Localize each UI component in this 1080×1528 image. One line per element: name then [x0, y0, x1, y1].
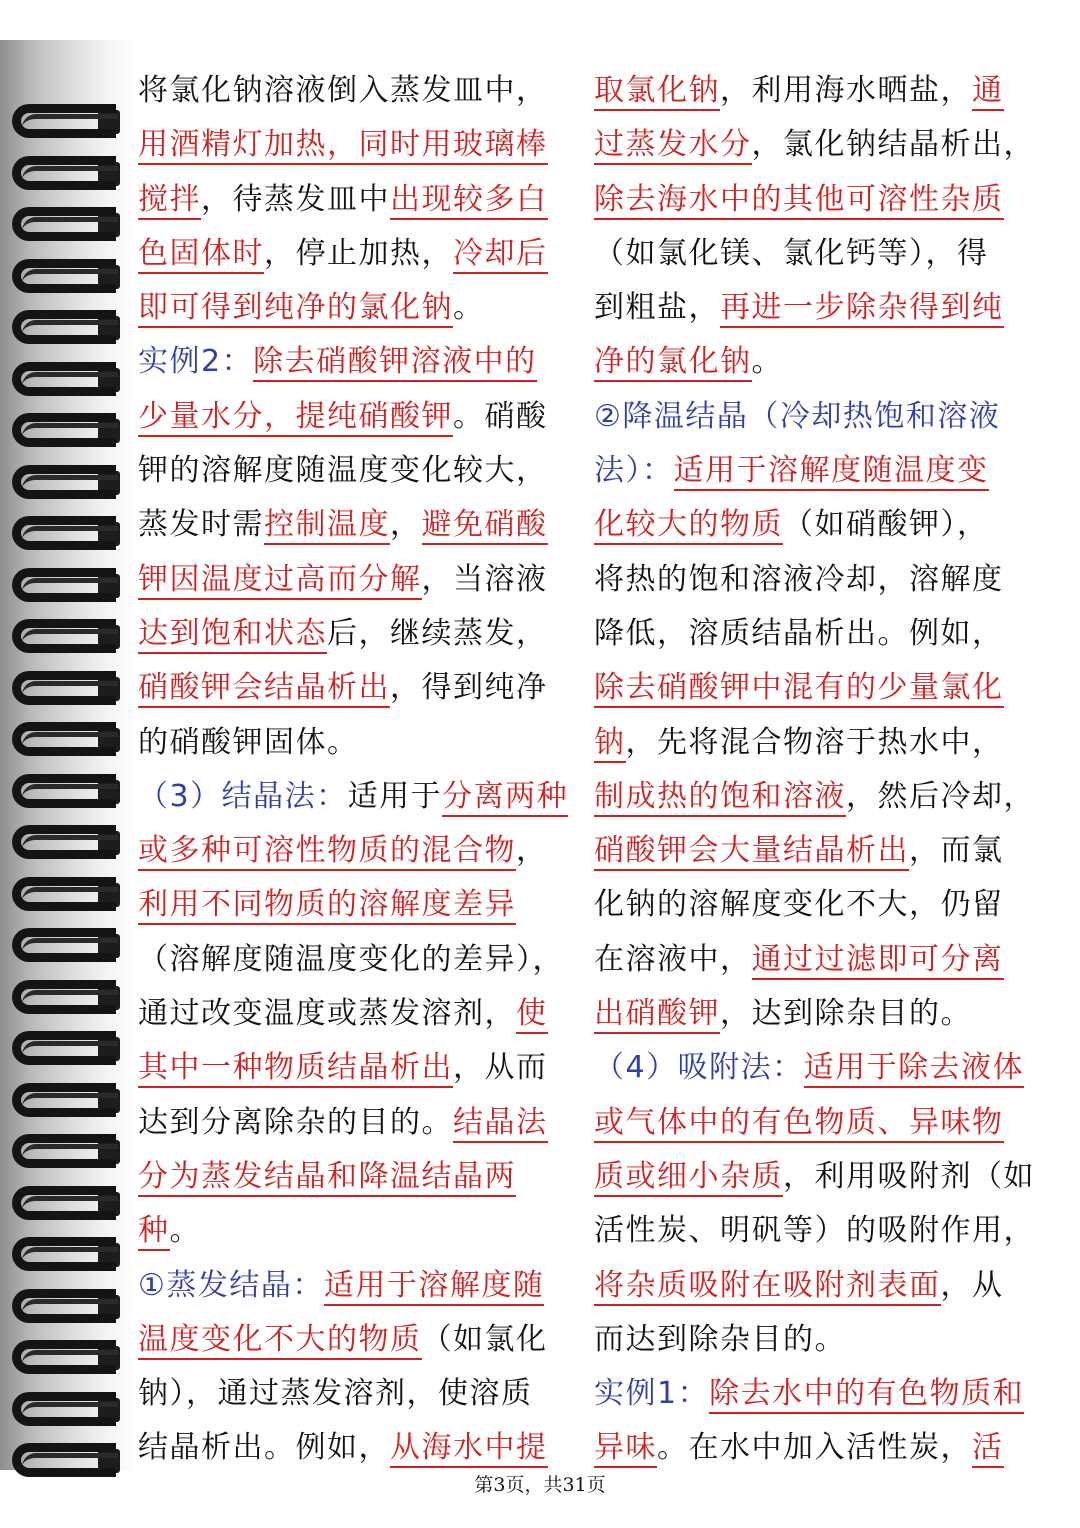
emphasis-text: 利用不同物质的溶解度差异 [138, 887, 516, 925]
left-column-line [138, 933, 578, 987]
binding-ring [12, 667, 132, 711]
emphasis-text: 化较大的物质 [594, 507, 783, 545]
body-text: 适用于 [347, 778, 443, 814]
emphasis-text: 控制温度 [264, 507, 390, 545]
binding-ring [12, 1027, 132, 1071]
right-column-line [594, 716, 1034, 770]
body-text: 。硝酸 [453, 398, 548, 434]
section-heading: （4）吸附法： [594, 1050, 804, 1086]
body-text: ，氯化钠结晶析出， [751, 127, 1035, 163]
binding-ring [12, 615, 132, 659]
body-text: ，利用海水晒盐， [720, 73, 972, 108]
emphasis-text: 分离两种 [442, 779, 568, 817]
left-column-line [138, 444, 578, 498]
body-text: （如氯化镁、氯化钙等），得 [594, 235, 989, 271]
body-text: （如硝酸钾）， [783, 507, 989, 543]
left-column-line [138, 1204, 578, 1258]
binding-ring [12, 1336, 132, 1380]
body-text: 将氯化钠溶液倒入蒸发皿中， [138, 73, 548, 108]
emphasis-text: 从海水中提 [390, 1430, 548, 1468]
body-text: ，而氯 [909, 833, 1004, 869]
body-text: 降低，溶质结晶析出。例如， [594, 615, 1004, 651]
right-column-line [594, 987, 1034, 1041]
binding-ring [12, 255, 132, 299]
body-text: 化钠的溶解度变化不大，仍留 [594, 887, 1004, 923]
emphasis-text: 通 [972, 73, 1004, 111]
section-heading: ②降温结晶（冷却热饱和溶液 [594, 398, 1001, 434]
right-column-line [594, 1150, 1034, 1204]
emphasis-text: 色固体时 [138, 236, 264, 274]
body-text: （如氯化 [421, 1321, 548, 1357]
right-column-line [594, 173, 1034, 227]
body-text: 在溶液中， [594, 941, 752, 977]
emphasis-text: 适用于除去液体 [804, 1050, 1025, 1088]
right-column-line [594, 878, 1034, 932]
right-column-line [594, 1041, 1034, 1095]
binding-ring [12, 100, 132, 144]
binding-ring [12, 873, 132, 917]
binding-ring [12, 976, 132, 1020]
body-text: 蒸发时需 [138, 507, 264, 543]
binding-ring [12, 1130, 132, 1174]
left-column-line [138, 1041, 578, 1095]
left-column-line [138, 118, 578, 172]
right-column-line [594, 933, 1034, 987]
body-text: 到粗盐， [594, 290, 720, 326]
right-column-line [594, 1096, 1034, 1150]
left-column-line [138, 553, 578, 607]
emphasis-text: 即可得到纯净的氯化钠 [138, 290, 453, 328]
right-column-line [594, 227, 1034, 281]
emphasis-text: 通过过滤即可分离 [752, 942, 1004, 980]
emphasis-text: 温度变化不大的物质 [138, 1322, 422, 1360]
left-column-line [138, 1150, 578, 1204]
emphasis-text: 分为蒸发结晶和降温结晶两 [138, 1159, 516, 1197]
right-text-column [594, 64, 1034, 1476]
binding-ring [12, 564, 132, 608]
left-column-line [138, 987, 578, 1041]
body-text: ，然后冷却， [846, 778, 1035, 814]
emphasis-text: 将杂质吸附在吸附剂表面 [594, 1268, 941, 1306]
body-text: ，待蒸发皿中 [201, 181, 390, 217]
emphasis-text: 活 [972, 1430, 1004, 1468]
body-text: ，停止加热， [264, 235, 453, 271]
left-column-line [138, 770, 578, 824]
body-text: 后，继续蒸发， [327, 615, 548, 651]
emphasis-text: 钾因温度过高而分解 [138, 562, 422, 600]
emphasis-text: 除去硝酸钾中混有的少量氯化 [594, 670, 1004, 708]
body-text: 。在水中加入活性炭， [657, 1430, 972, 1466]
left-column-line [138, 64, 578, 118]
right-column-line [594, 1313, 1034, 1367]
section-heading: 实例1： [594, 1376, 710, 1412]
emphasis-text: 种 [138, 1213, 170, 1251]
right-column-line [594, 1204, 1034, 1258]
emphasis-text: 避免硝酸 [422, 507, 548, 545]
right-column-line [594, 118, 1034, 172]
binding-ring [12, 1079, 132, 1123]
emphasis-text: 质或细小杂质 [594, 1159, 783, 1197]
body-text: 。 [453, 290, 485, 326]
binding-ring [12, 770, 132, 814]
left-column-line [138, 281, 578, 335]
emphasis-text: 过蒸发水分 [594, 127, 752, 165]
body-text: 钠），通过蒸发溶剂，使溶质 [138, 1376, 533, 1412]
emphasis-text: 适用于溶解度随 [324, 1268, 545, 1306]
emphasis-text: 结晶法 [453, 1105, 548, 1143]
emphasis-text: 硝酸钾会结晶析出 [138, 670, 390, 708]
body-text: 钾的溶解度随温度变化较大， [138, 453, 548, 489]
body-text: 结晶析出。例如， [138, 1430, 390, 1466]
body-text: ，利用吸附剂（如 [783, 1158, 1035, 1194]
body-text: 活性炭、明矾等）的吸附作用， [594, 1213, 1035, 1249]
page-number-footer: 第3页，共31页 [474, 1474, 606, 1496]
binding-ring [12, 461, 132, 505]
right-column-line [594, 444, 1034, 498]
left-column-line [138, 335, 578, 389]
right-column-line [594, 335, 1034, 389]
right-column-line [594, 607, 1034, 661]
binding-ring [12, 821, 132, 865]
emphasis-text: 用酒精灯加热，同时用玻璃棒 [138, 127, 548, 165]
binding-ring [12, 409, 132, 453]
left-column-line [138, 173, 578, 227]
body-text: ，达到除杂目的。 [720, 996, 972, 1032]
left-column-line [138, 1367, 578, 1421]
binding-ring [12, 1388, 132, 1432]
body-text: 。 [169, 1213, 201, 1249]
right-column-line [594, 1421, 1034, 1475]
binding-ring [12, 512, 132, 556]
left-text-column [138, 64, 578, 1476]
body-text: ，当溶液 [421, 561, 548, 597]
emphasis-text: 制成热的饱和溶液 [594, 779, 846, 817]
emphasis-text: 钠 [594, 725, 626, 763]
section-heading: （3）结晶法： [138, 778, 348, 814]
binding-ring [12, 203, 132, 247]
section-heading: 法）： [594, 453, 674, 489]
right-column-line [594, 770, 1034, 824]
binding-ring [12, 1233, 132, 1277]
binding-ring [12, 924, 132, 968]
right-column-line [594, 661, 1034, 715]
left-column-line [138, 1096, 578, 1150]
body-text: 。 [751, 344, 783, 380]
emphasis-text: 再进一步除杂得到纯 [720, 290, 1004, 328]
emphasis-text: 使 [516, 996, 548, 1034]
left-column-line [138, 824, 578, 878]
emphasis-text: 硝酸钾会大量结晶析出 [594, 833, 909, 871]
right-column-line [594, 390, 1034, 444]
right-column-line [594, 1367, 1034, 1421]
left-column-line [138, 498, 578, 552]
body-text: 的硝酸钾固体。 [138, 724, 359, 760]
binding-ring [12, 152, 132, 196]
left-column-line [138, 607, 578, 661]
body-text: 通过改变温度或蒸发溶剂， [138, 996, 516, 1032]
binding-ring [12, 306, 132, 350]
emphasis-text: 除去水中的有色物质和 [709, 1376, 1024, 1414]
emphasis-text: 达到饱和状态 [138, 616, 327, 654]
body-text: ，先将混合物溶于热水中， [625, 724, 1004, 760]
emphasis-text: 其中一种物质结晶析出 [138, 1050, 453, 1088]
emphasis-text: 冷却后 [453, 236, 548, 274]
left-column-line [138, 661, 578, 715]
right-column-line [594, 498, 1034, 552]
left-column-line [138, 878, 578, 932]
emphasis-text: 少量水分，提纯硝酸钾 [138, 399, 453, 437]
body-text: ，从而 [453, 1050, 548, 1086]
left-column-line [138, 390, 578, 444]
spiral-binding [0, 40, 140, 1470]
binding-ring [12, 718, 132, 762]
emphasis-text: 取氯化钠 [594, 73, 720, 111]
emphasis-text: 除去硝酸钾溶液中的 [253, 344, 537, 382]
left-column-line [138, 716, 578, 770]
body-text: 达到分离除杂的目的。 [138, 1104, 453, 1140]
emphasis-text: 出硝酸钾 [594, 996, 720, 1034]
body-text: 将热的饱和溶液冷却，溶解度 [594, 561, 1004, 597]
right-column-line [594, 64, 1034, 118]
body-text: ，从 [940, 1267, 1004, 1303]
left-column-line [138, 1259, 578, 1313]
body-text: ， [516, 833, 548, 869]
emphasis-text: 净的氯化钠 [594, 344, 752, 382]
body-text: ，得到纯净 [390, 670, 548, 706]
emphasis-text: 或气体中的有色物质、异味物 [594, 1105, 1004, 1143]
right-column-line [594, 553, 1034, 607]
binding-ring [12, 1285, 132, 1329]
left-column-line [138, 227, 578, 281]
left-column-line [138, 1421, 578, 1475]
body-text: （溶解度随温度变化的差异）， [138, 941, 564, 977]
emphasis-text: 除去海水中的其他可溶性杂质 [594, 182, 1004, 220]
section-heading: 实例2： [138, 344, 254, 380]
emphasis-text: 异味 [594, 1430, 657, 1468]
left-column-line [138, 1313, 578, 1367]
binding-ring [12, 358, 132, 402]
emphasis-text: 出现较多白 [390, 182, 548, 220]
emphasis-text: 搅拌 [138, 182, 201, 220]
right-column-line [594, 1259, 1034, 1313]
emphasis-text: 或多种可溶性物质的混合物 [138, 833, 516, 871]
binding-ring [12, 1182, 132, 1226]
right-column-line [594, 824, 1034, 878]
body-text: 而达到除杂目的。 [594, 1321, 846, 1357]
right-column-line [594, 281, 1034, 335]
emphasis-text: 适用于溶解度随温度变 [674, 453, 989, 491]
body-text: ， [390, 507, 422, 543]
section-heading: ①蒸发结晶： [138, 1267, 324, 1303]
